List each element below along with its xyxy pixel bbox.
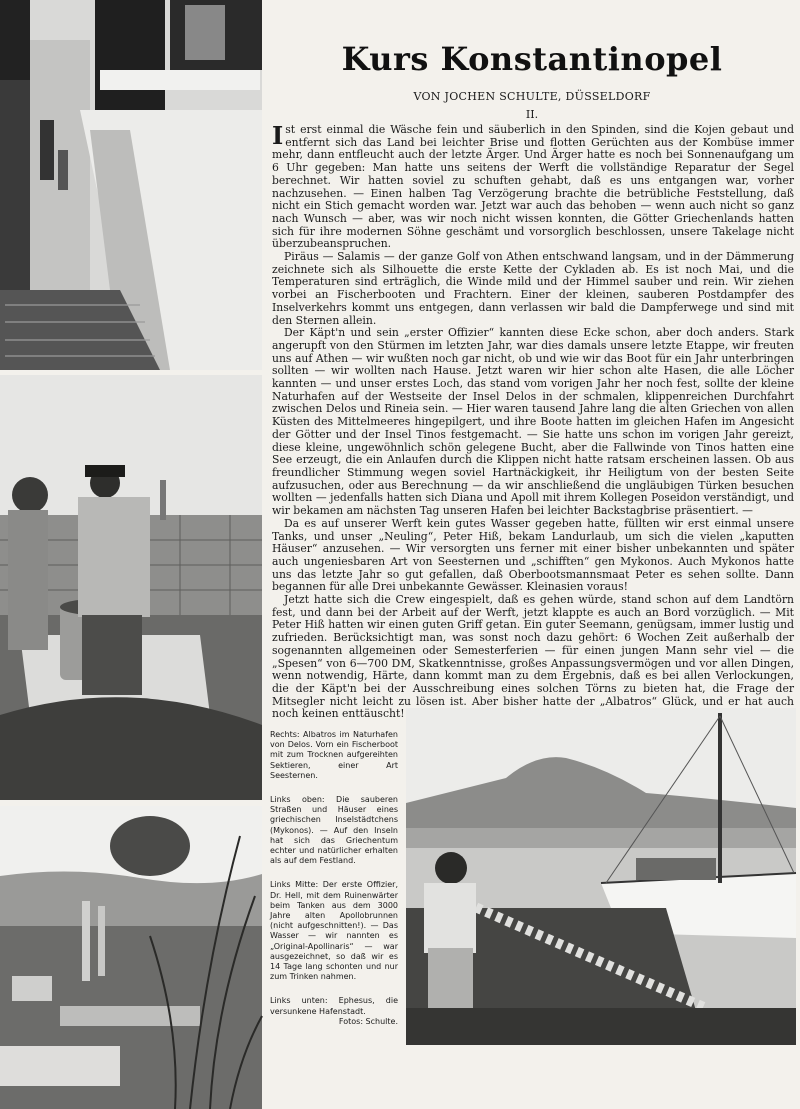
caption-middle-left: Links Mitte: Der erste Offizier, Dr. Hell, mit dem Ruinenwärter beim Tanken aus dem 3000 Jahre alten Apollobrunnen (nicht aufgeschnitten!). — Das Wasser — wir nannten es „Original-Apollinaris“ — war ausgezeichnet, so daß wir es 14 Tage lang schonten und nur zum Trinken nahmen. [270, 880, 398, 982]
drop-cap: I [272, 121, 284, 150]
article-paragraph: Ist erst einmal die Wäsche fein und säuberlich in den Spinden, sind die Kojen gebaut und entfernt sich das Land bei leichter Brise und flotten Gerüchten aus der Kombüse immer mehr, dann entfleucht auch der letzte Ärger. Und Ärger hatte es noch bei Sonnenaufgang um 6 Uhr gegeben: Man hatte uns seitens der Werft die vollständige Reparatur der Segel berechnet. Wir hatten soviel zu schuften gehabt, daß es uns entgangen war, vorher nachzusehen. — Einen halben Tag Verzögerung brachte die betrübliche Feststellung, daß nicht ein Stich gemacht worden war. Jetzt war auch das behoben — wenn auch nicht so ganz nach Wunsch — aber, was wir noch nicht wissen konnten, die Götter Griechenlands hatten sich für ihre modernen Söhne geschämt und vorsorglich beschlossen, unsere Takelage nicht überzubeanspruchen. [272, 121, 794, 251]
article-byline: VON JOCHEN SCHULTE, DÜSSELDORF [413, 90, 651, 103]
article-body [272, 121, 794, 721]
article-paragraph: Der Käpt'n und sein „erster Offizier“ kannten diese Ecke schon, aber doch anders. Stark angerupft von den Stürmen im letzten Jahr, war dies damals unsere letzte Etappe, wir freuten uns auf Athen — wir wußten noch gar nicht, ob und wie wir das Boot für ein Jahr unterbringen sollten — wir wollten nach Hause. Jetzt waren wir hier schon alte Hasen, die alle Löcher kannten — und unser erstes Loch, das stand vom vorigen Jahr her noch fest, sollte der kleine Naturhafen auf der Westseite der Insel Delos in der schmalen, klippenreichen Durchfahrt zwischen Delos und Rineia sein. — Hier waren tausend Jahre lang die alten Griechen von allen Küsten des Mittelmeeres hingepilgert, und ihre Boote hatten im gleichen Hafen im Angesicht der Götter und der Insel Tinos festgemacht. — Sie hatte uns schon im vorigen Jahr gereizt, diese kleine, ungewöhnlich schön gelegene Bucht, aber die Fallwinde von Tinos hatten eine See erzeugt, die ein Anlaufen durch die Klippen nicht hatte ratsam erscheinen lassen. Ob aus freundlicher Stimmung wegen soviel Hartnäckigkeit, ihr Heiligtum von der besten Seite aufzusuchen, oder aus Berechnung — da wir anschließend die ungläubigen Türken besuchen wollten — jedenfalls hatten sich Diana und Apoll mit ihrem Kollegen Poseidon verständigt, und wir bekamen am nächsten Tag unseren Hafen bei leichter Backstagbrise präsentiert. — [272, 326, 794, 518]
photo-mykonos-street [0, 0, 262, 370]
photo-credit: Fotos: Schulte. [338, 1016, 398, 1026]
article-paragraph: Da es auf unserer Werft kein gutes Wasser gegeben hatte, füllten wir erst einmal unsere Tanks, und unser „Neuling“, Peter Hiß, bekam Landurlaub, um sich die vielen „kaputten Häuser“ anzusehen. — Wir versorgten uns ferner mit einer bisher unbekannten und später auch ungeniesbaren Art von Seesternen und „schifften“ gen Mykonos. Auch Mykonos hatte uns das letzte Jahr so gut gefallen, daß Oberbootsmannsmaat Peter es sehen sollte. Dann begannen für alle Drei unbekannte Gewässer. Kleinasien voraus! [272, 516, 794, 594]
article-title: Kurs Konstantinopel [341, 40, 723, 78]
caption-bottom-left: Links unten: Ephesus, die versunkene Hafenstadt. Fotos: Schulte. [270, 996, 398, 1026]
photo-albatros-delos-harbor [406, 708, 796, 1045]
photo-apollo-well [0, 375, 262, 800]
photo-ephesus-ruins [0, 806, 262, 1109]
caption-right: Rechts: Albatros im Naturhafen von Delos. Vorn ein Fischerboot mit zum Trocknen aufgereihten Sektieren, einer Art Seesternen. [270, 730, 398, 780]
article-paragraph: Jetzt hatte sich die Crew eingespielt, daß es gehen würde, stand schon auf dem Landtörn fest, und dann bei der Arbeit auf der Werft, jetzt klappte es auch an Bord vorzüglich. — Mit Peter Hiß hatten wir einen guten Griff getan. Ein guter Seemann, genügsam, immer lustig und zufrieden. Berücksichtigt man, was sonst noch dazu gehört: 6 Wochen Zeit außerhalb der sogenannten allgemeinen oder Semesterferien — für einen jungen Mann sehr viel — die „Spesen“ von 6—700 DM, Skatkenntnisse, großes Anpassungsvermögen und vor allen Dingen, wenn notwendig, Härte, dann kommt man zu dem Ergebnis, daß es bei allen Verlockungen, die der Käpt'n bei der Ausschreibung eines solchen Törns zu bieten hat, die Frage der Mitsegler nicht leicht zu lösen ist. Aber bisher hatte der „Albatros“ Glück, und er hat auch noch keinen enttäuscht! [272, 593, 794, 721]
caption-top-left: Links oben: Die sauberen Straßen und Häuser eines griechischen Inselstädtchens (Mykonos). — Auf den Inseln hat sich das Griechentum echter und natürlicher erhalten als auf dem Festland. [270, 795, 398, 866]
article-part-number: II. [525, 108, 539, 121]
photo-captions [270, 730, 398, 1041]
article-paragraph: Piräus — Salamis — der ganze Golf von Athen entschwand langsam, und in der Dämmerung zeichnete sich als Silhouette die erste Kette der Cykladen ab. Es ist noch Mai, und die Temperaturen sind erträglich, die Winde mild und der Himmel sauber und rein. Wir ziehen vorbei an Fischerbooten und Frachtern. Einer der kleinen, sauberen Postdampfer des Inselverkehrs kommt uns entgegen, dann verlassen wir bald die Dampferwege und sind mit den Sternen allein. [272, 250, 794, 327]
